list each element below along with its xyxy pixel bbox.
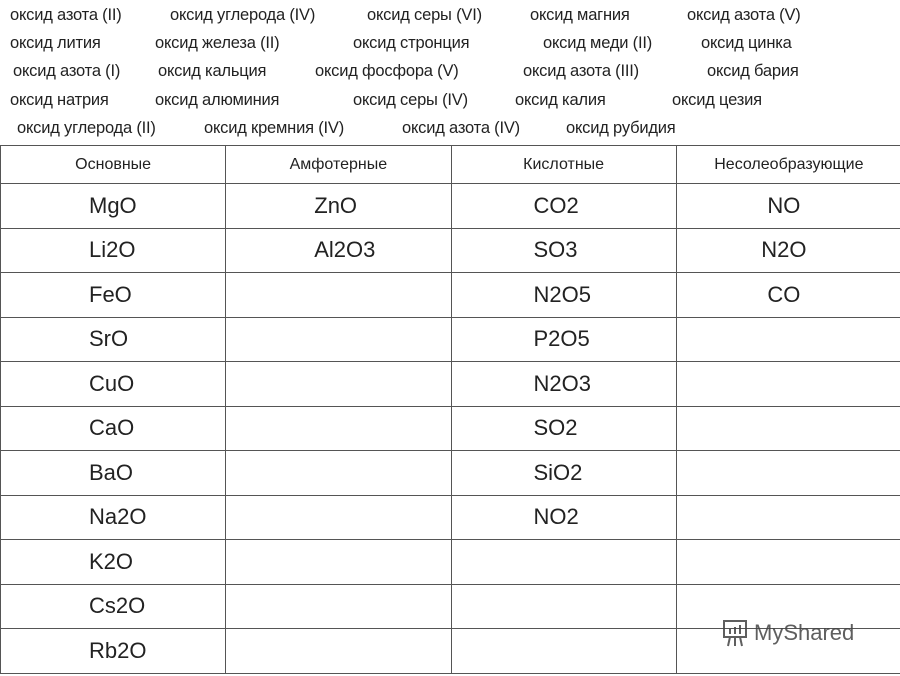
table-row [1,362,900,407]
watermark-text: MyShared [754,620,855,645]
table-row [1,451,900,496]
formula-cell [226,317,451,362]
word-bank-item: оксид азота (IV) [402,119,520,137]
word-bank-item: оксид серы (IV) [353,91,468,109]
formula-cell [676,451,900,496]
formula-cell: Rb2O [1,629,226,674]
word-bank-item: оксид кальция [158,62,267,80]
word-bank-item: оксид азота (V) [687,6,801,24]
word-bank-item: оксид фосфора (V) [315,62,459,80]
watermark [722,618,854,648]
word-bank-item: оксид азота (I) [13,62,121,80]
word-bank-item: оксид цинка [701,34,792,52]
formula-cell [676,317,900,362]
table-row [1,317,900,362]
word-bank-item: оксид углерода (II) [17,119,156,137]
column-header: Основные [1,146,226,184]
formula-cell: SO3 [451,228,676,273]
word-bank-item: оксид калия [515,91,606,109]
formula-cell [451,540,676,585]
formula-cell: N2O5 [451,273,676,318]
word-bank-item: оксид железа (II) [155,34,280,52]
word-bank-item: оксид углерода (IV) [170,6,316,24]
formula-cell [451,584,676,629]
formula-cell [676,495,900,540]
word-bank-item: оксид азота (II) [10,6,122,24]
formula-cell [226,495,451,540]
word-bank-item: оксид натрия [10,91,109,109]
column-header: Несолеобразующие [676,146,900,184]
formula-cell [676,362,900,407]
formula-cell [226,540,451,585]
formula-cell: N2O3 [451,362,676,407]
formula-cell [226,584,451,629]
formula-cell: SiO2 [451,451,676,496]
formula-cell: P2O5 [451,317,676,362]
word-bank-item: оксид магния [530,6,630,24]
formula-cell: CO2 [451,184,676,229]
word-bank-item: оксид азота (III) [523,62,639,80]
word-bank-item: оксид стронция [353,34,470,52]
header-row [1,146,900,184]
table-row [1,495,900,540]
formula-cell: SO2 [451,406,676,451]
formula-cell: CuO [1,362,226,407]
formula-cell: SrO [1,317,226,362]
table-row [1,184,900,229]
formula-cell: Al2O3 [226,228,451,273]
table-row [1,406,900,451]
table-row [1,273,900,318]
formula-cell: MgO [1,184,226,229]
formula-cell [226,273,451,318]
formula-cell [226,451,451,496]
word-bank-item: оксид алюминия [155,91,280,109]
formula-cell: Cs2O [1,584,226,629]
formula-cell: CO [676,273,900,318]
word-bank-item: оксид серы (VI) [367,6,482,24]
formula-cell [451,629,676,674]
table-row [1,540,900,585]
formula-cell: K2O [1,540,226,585]
formula-cell [226,362,451,407]
formula-cell [226,406,451,451]
formula-cell: ZnO [226,184,451,229]
formula-cell [676,406,900,451]
column-header: Кислотные [451,146,676,184]
word-bank-item: оксид меди (II) [543,34,653,52]
oxides-table [0,145,900,674]
formula-cell: NO2 [451,495,676,540]
column-header: Амфотерные [226,146,451,184]
formula-cell: Li2O [1,228,226,273]
word-bank-item: оксид рубидия [566,119,676,137]
formula-cell: FeO [1,273,226,318]
formula-cell: CaO [1,406,226,451]
formula-cell [226,629,451,674]
formula-cell: NO [676,184,900,229]
formula-cell: N2O [676,228,900,273]
word-bank-item: оксид бария [707,62,799,80]
formula-cell: Na2O [1,495,226,540]
word-bank-item: оксид лития [10,34,101,52]
formula-cell [676,540,900,585]
formula-cell: BaO [1,451,226,496]
word-bank-item: оксид цезия [672,91,762,109]
word-bank-item: оксид кремния (IV) [204,119,345,137]
presentation-board-icon [722,618,750,648]
table-row [1,228,900,273]
